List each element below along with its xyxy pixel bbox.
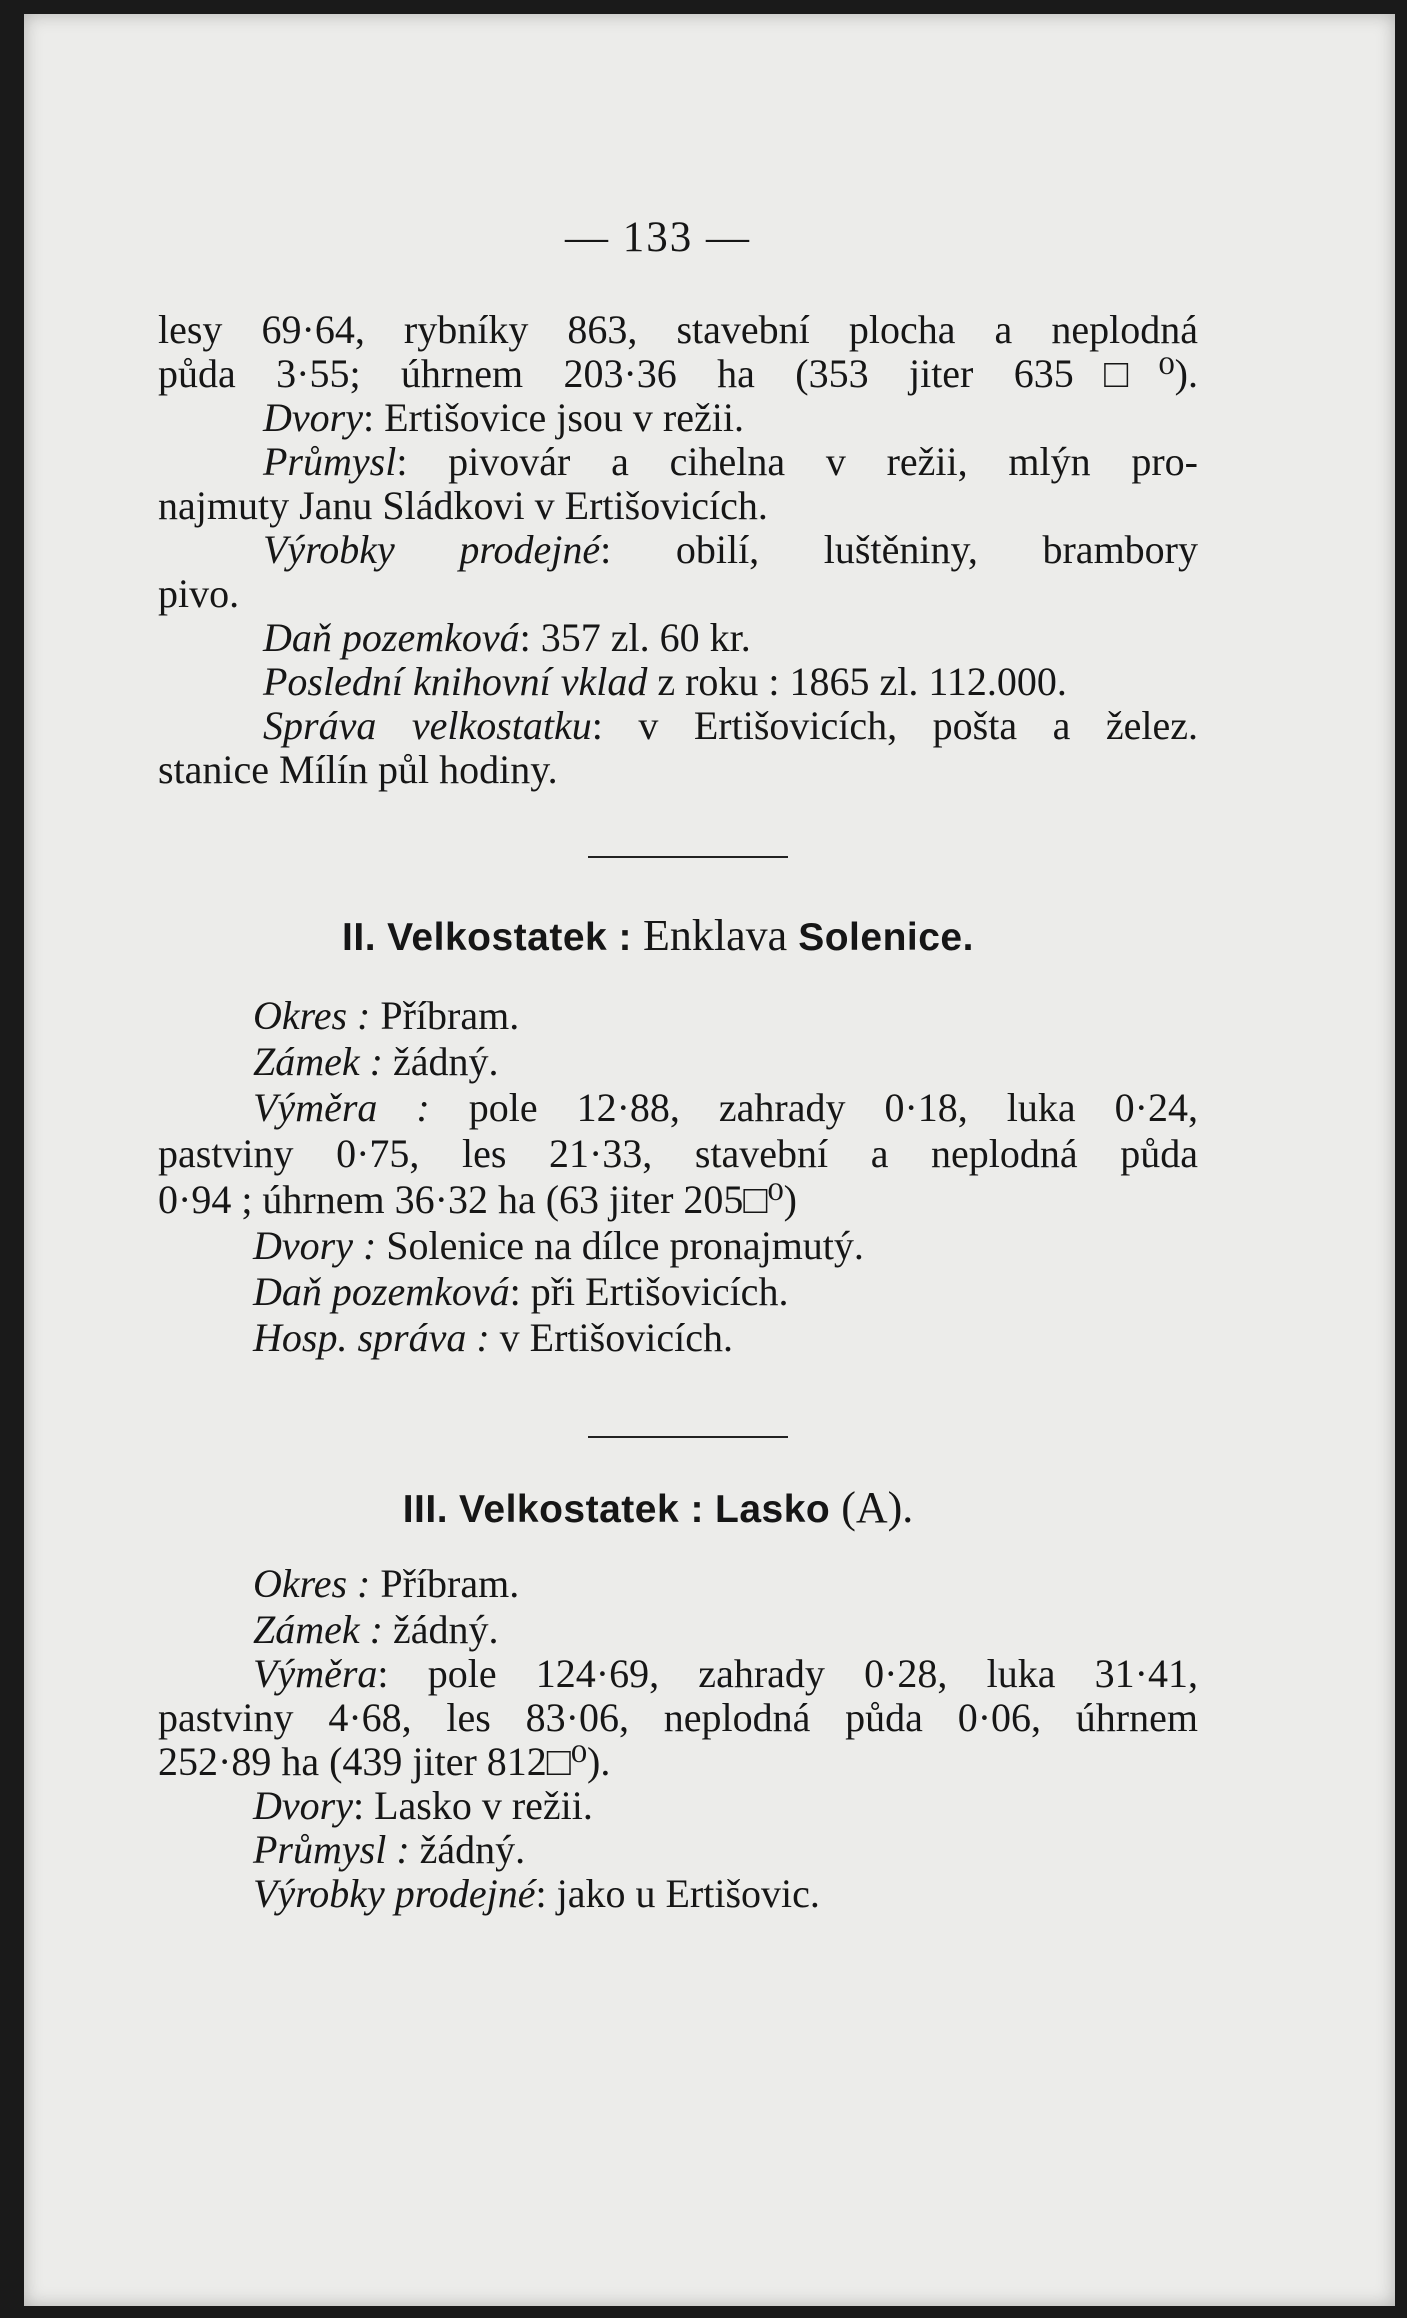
section-divider <box>588 856 788 858</box>
heading-bold: Velkostatek : <box>387 916 633 959</box>
dvory-value: : Lasko v režii. <box>352 1783 593 1828</box>
dan-value: : 357 zl. 60 kr. <box>519 615 751 660</box>
vymera-line: 0·94 ; úhrnem 36·32 ha (63 jiter 205□⁰) <box>158 1177 797 1222</box>
okres-label: Okres : <box>253 1561 371 1606</box>
vklad-label: Poslední knihovní vklad <box>263 659 648 704</box>
heading-numeral: II. <box>342 916 377 959</box>
vyrobky-value: : obilí, luštěniny, brambory <box>600 527 1198 572</box>
dvory-value: Solenice na dílce pronajmutý. <box>376 1223 864 1268</box>
dvory-entry <box>158 1224 864 1268</box>
vymera-value: : pole 124·69, zahrady 0·28, luka 31·41, <box>377 1651 1198 1696</box>
zamek-label: Zámek : <box>253 1039 383 1084</box>
dan-entry <box>158 1270 788 1314</box>
vklad-entry <box>158 660 1067 704</box>
vyrobky-continuation: pivo. <box>158 571 240 616</box>
prumysl-entry <box>158 1828 525 1872</box>
prumysl-label: Průmysl : <box>253 1827 410 1872</box>
vymera-entry <box>158 1652 1198 1696</box>
dvory-label: Dvory <box>263 395 363 440</box>
vymera-entry <box>158 1086 1198 1130</box>
vymera-line: pastviny 0·75, les 21·33, stavební a neplodná půda <box>158 1131 1198 1176</box>
dvory-entry <box>158 396 744 440</box>
dan-entry <box>158 616 751 660</box>
section-divider <box>588 1436 788 1438</box>
okres-value: Příbram. <box>370 1561 520 1606</box>
sprava-label: Správa velkostatku <box>263 703 592 748</box>
okres-entry <box>158 1562 519 1606</box>
zamek-value: žádný. <box>382 1607 499 1652</box>
sprava-value: : v Ertišovicích, pošta a želez. <box>591 703 1198 748</box>
okres-value: Příbram. <box>370 993 520 1038</box>
heading-plain: Enklava <box>632 911 799 960</box>
dan-label: Daň pozemková <box>253 1269 510 1314</box>
heading-place: Lasko <box>715 1488 831 1531</box>
heading-numeral: III. <box>402 1488 449 1531</box>
section-heading-ii <box>158 911 1158 960</box>
vyrobky-entry <box>158 528 1198 572</box>
vyrobky-entry <box>158 1872 820 1916</box>
hosp-sprava-entry <box>158 1316 733 1360</box>
heading-bold: Velkostatek : <box>459 1488 704 1531</box>
heading-plain: (A). <box>830 1483 914 1532</box>
okres-label: Okres : <box>253 993 371 1038</box>
zamek-entry <box>158 1040 498 1084</box>
okres-entry <box>158 994 519 1038</box>
section-heading-iii <box>158 1483 1158 1532</box>
vklad-value: z roku : 1865 zl. 112.000. <box>647 659 1067 704</box>
heading-place: Solenice. <box>798 916 974 959</box>
vymera-line: pastviny 4·68, les 83·06, neplodná půda 0·06, úhrnem <box>158 1695 1198 1740</box>
zamek-entry <box>158 1608 498 1652</box>
zamek-value: žádný. <box>382 1039 499 1084</box>
dvory-label: Dvory <box>253 1783 353 1828</box>
paragraph-line: lesy 69·64, rybníky 863, stavební plocha a neplodná <box>158 307 1198 352</box>
prumysl-entry <box>158 440 1198 484</box>
vymera-label: Výměra <box>253 1651 378 1696</box>
dan-label: Daň pozemková <box>263 615 520 660</box>
prumysl-value: žádný. <box>409 1827 526 1872</box>
paragraph-line: půda 3·55; úhrnem 203·36 ha (353 jiter 635□⁰). <box>158 351 1198 396</box>
vymera-label: Výměra : <box>253 1085 430 1130</box>
prumysl-label: Průmysl <box>263 439 397 484</box>
book-page <box>24 14 1395 2306</box>
vyrobky-value: : jako u Ertišovic. <box>535 1871 820 1916</box>
dvory-entry <box>158 1784 593 1828</box>
zamek-label: Zámek : <box>253 1607 383 1652</box>
dvory-value: : Ertišovice jsou v režii. <box>362 395 744 440</box>
vymera-value: pole 12·88, zahrady 0·18, luka 0·24, <box>429 1085 1198 1130</box>
vyrobky-label: Výrobky prodejné <box>263 527 601 572</box>
prumysl-value: : pivovár a cihelna v režii, mlýn pro- <box>396 439 1198 484</box>
sprava-entry <box>158 704 1198 748</box>
vyrobky-label: Výrobky prodejné <box>253 1871 536 1916</box>
prumysl-continuation: najmuty Janu Sládkovi v Ertišovicích. <box>158 483 768 528</box>
hosp-sprava-value: v Ertišovicích. <box>489 1315 733 1360</box>
page-number: — 133 — <box>565 214 751 261</box>
sprava-continuation: stanice Mílín půl hodiny. <box>158 747 558 792</box>
vymera-line: 252·89 ha (439 jiter 812□⁰). <box>158 1739 611 1784</box>
dan-value: : při Ertišovicích. <box>509 1269 789 1314</box>
hosp-sprava-label: Hosp. správa : <box>253 1315 490 1360</box>
dvory-label: Dvory : <box>253 1223 377 1268</box>
